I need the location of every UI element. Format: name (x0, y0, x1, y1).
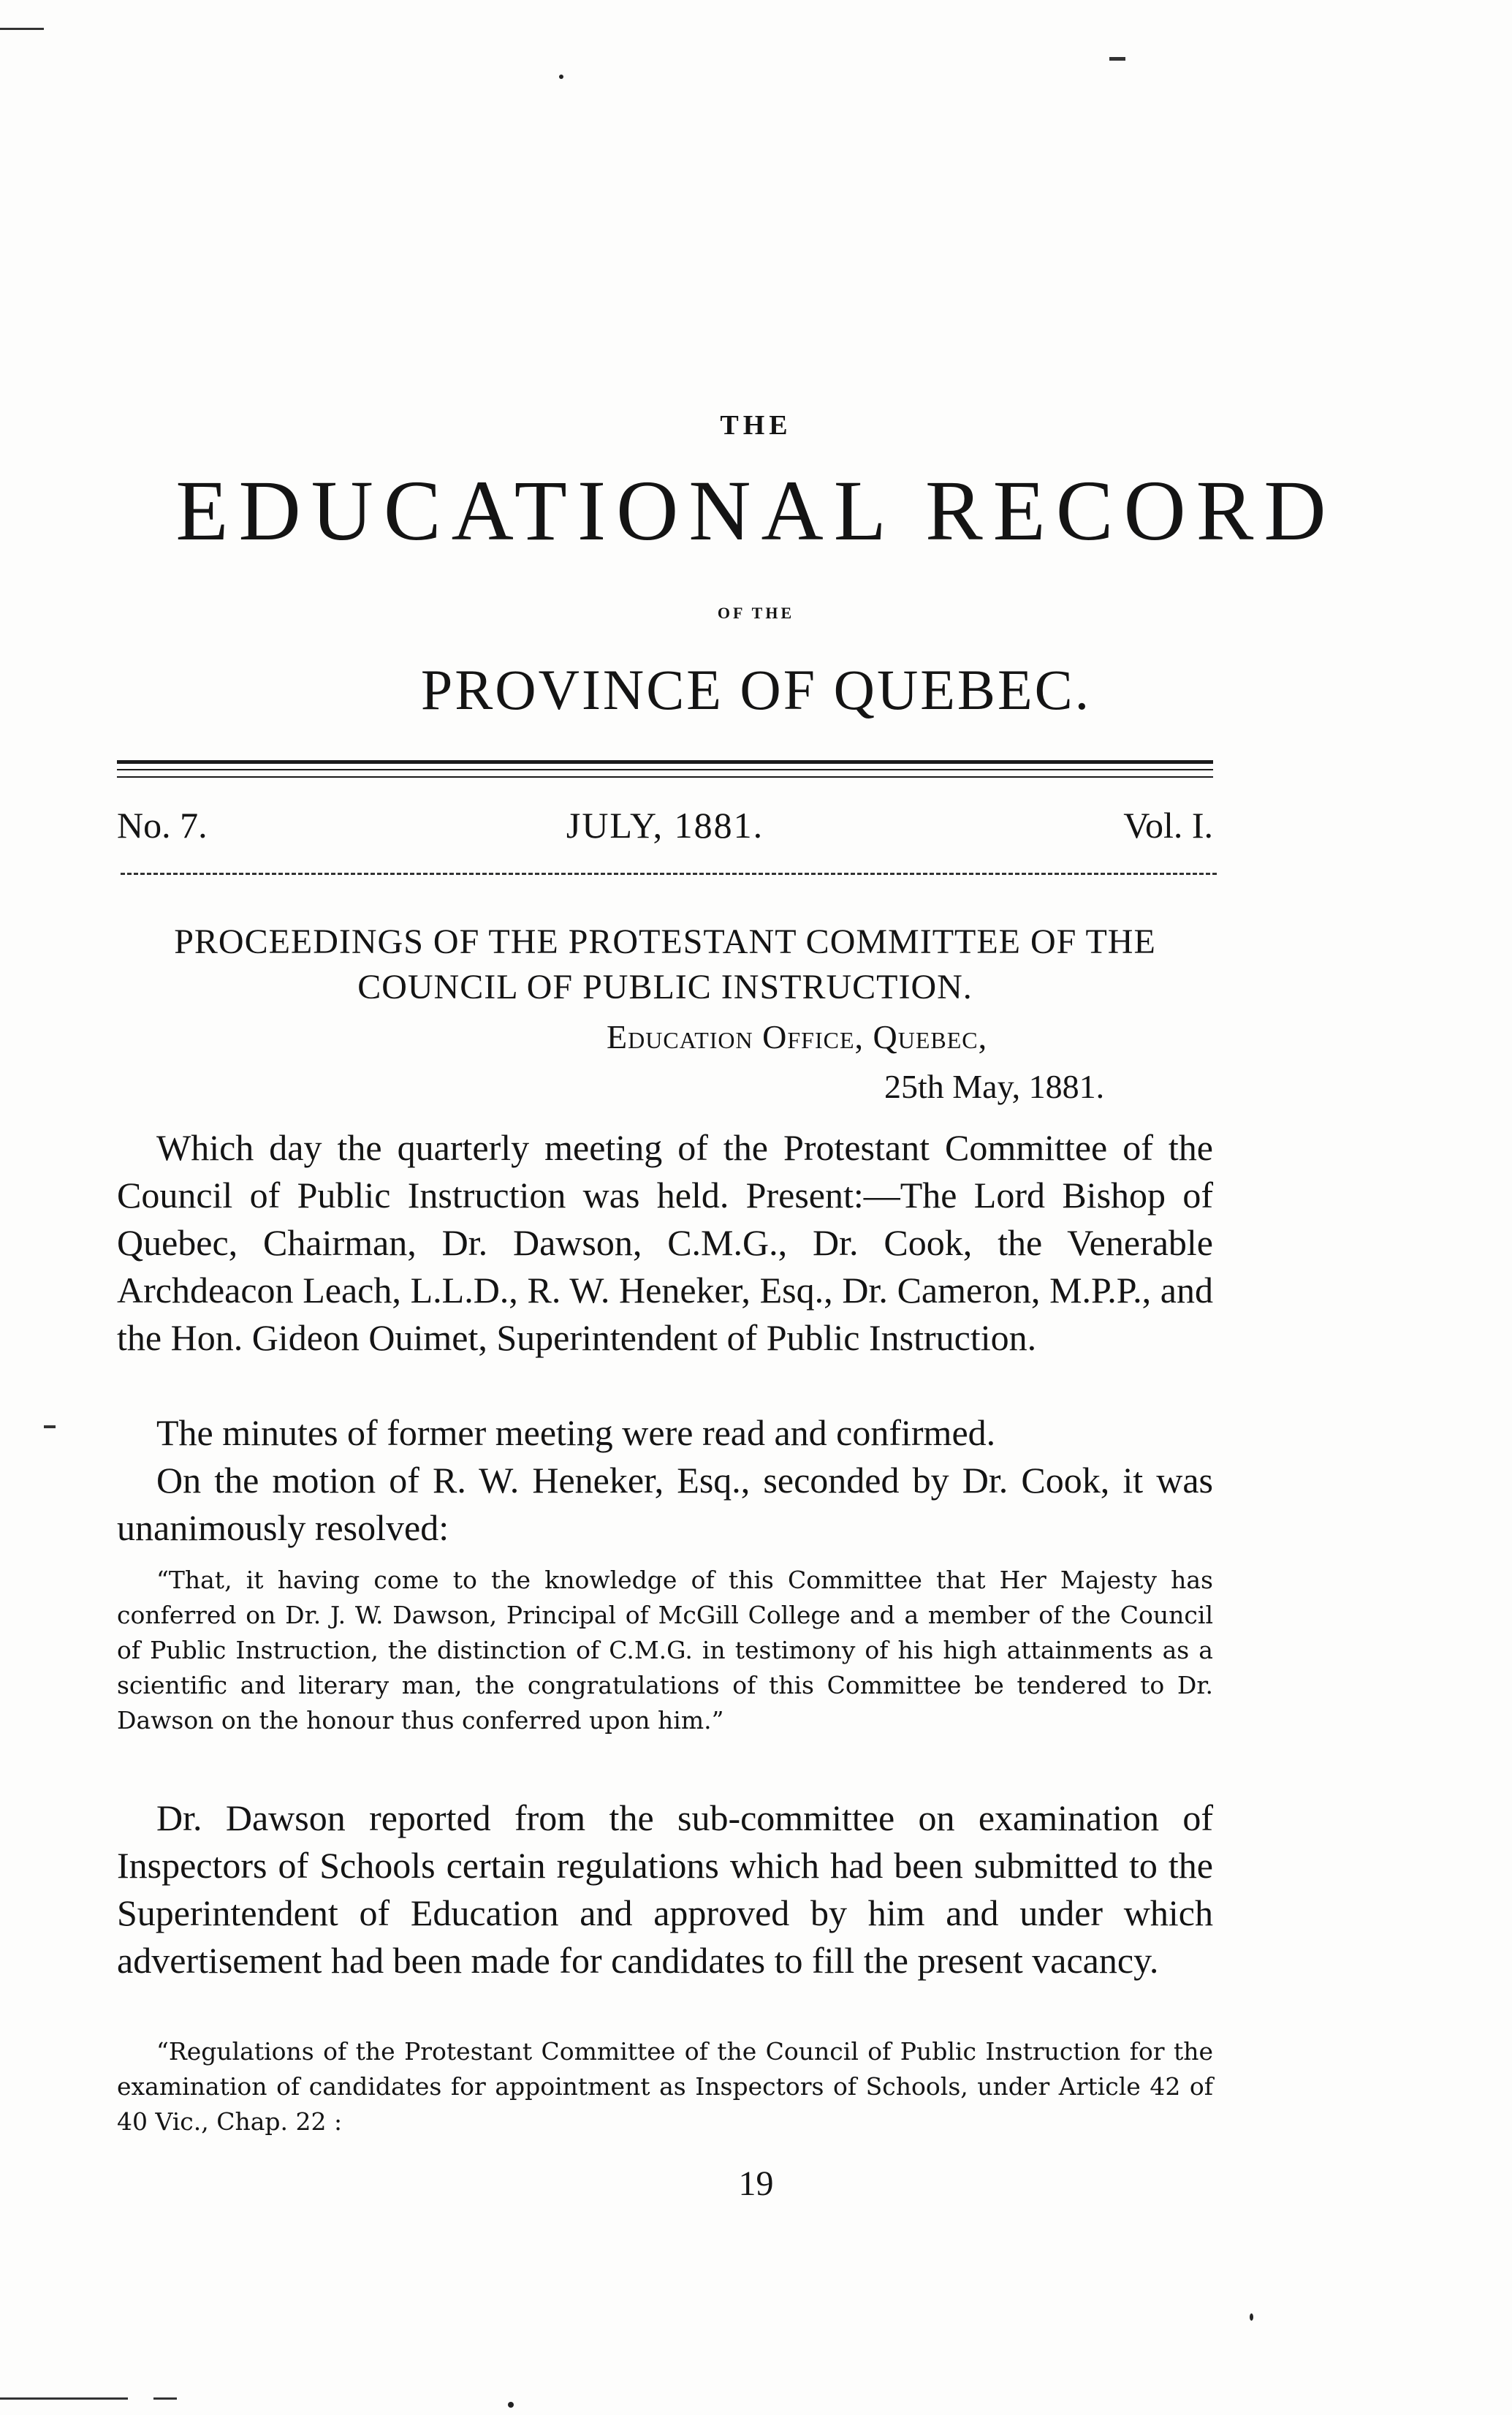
margin-mark (0, 2397, 128, 2400)
issue-line (117, 804, 1213, 848)
masthead-rule (117, 760, 1213, 764)
paragraph-minutes: The minutes of former meeting were read and confirmed. (156, 1412, 996, 1453)
journal-title: EDUCATIONAL RECORD (175, 463, 1337, 558)
paragraph-report: Dr. Dawson reported from the sub-committee on examination of Inspectors of Schools certain regulations which had been submitted to the Superintendent of Education and approved by him and under which advertisement had been made for candidates to fill the present vacancy. (117, 1797, 1213, 1981)
page-number: 19 (738, 2164, 774, 2203)
margin-mark (0, 28, 44, 30)
masthead-rule (117, 776, 1213, 778)
scan-speck (1109, 57, 1125, 61)
paragraph-attendance: Which day the quarterly meeting of the Protestant Committee of the Council of Public Instruction was held. Present:—The Lord Bishop of Quebec, Chairman, Dr. Dawson, C.M.G., Dr. Cook, the Venerable Archdeacon Leach, L.L.D., R. W. Heneker, Esq., Dr. Cameron, M.P.P., and the Hon. Gideon Ouimet, Superintendent of Public Instruction. (117, 1127, 1213, 1358)
margin-mark (44, 1425, 56, 1428)
paragraph-motion: On the motion of R. W. Heneker, Esq., seconded by Dr. Cook, it was unanimously resolved: (117, 1460, 1213, 1548)
masthead-the: THE (720, 410, 792, 441)
dateline-date: 25th May, 1881. (884, 1068, 1105, 1105)
issue-rule (121, 873, 1217, 875)
masthead-rule (117, 769, 1213, 770)
issue-volume: Vol. I. (1123, 805, 1213, 846)
regulations-quote: “Regulations of the Protestant Committee of the Council of Public Instruction for the examination of candidates for appointment as Inspectors of Schools, under Article 42 of 40 Vic., Chap. 22 : (117, 2037, 1213, 2136)
dateline-place: Education Office, Quebec, (607, 1018, 988, 1055)
scan-speck (559, 75, 563, 79)
scan-speck (1250, 2313, 1253, 2321)
margin-mark (153, 2397, 177, 2400)
issue-date: JULY, 1881. (566, 805, 764, 846)
masthead-of-the: OF THE (717, 604, 795, 622)
scan-speck (508, 2402, 514, 2408)
journal-subtitle: PROVINCE OF QUEBEC. (420, 658, 1092, 721)
resolution-quote: “That, it having come to the knowledge of this Committee that Her Majesty has conferred on Dr. J. W. Dawson, Principal of McGill College and a member of the Council of Public Instruction, the distinction of C.M.G. in testimony of his high attainments as a scientific and literary man, the congratulations of this Committee be tendered to Dr. Dawson on the honour thus conferred upon him.” (117, 1566, 1213, 1735)
issue-number: No. 7. (117, 805, 208, 846)
article-heading: PROCEEDINGS OF THE PROTESTANT COMMITTEE OF THE COUNCIL OF PUBLIC INSTRUCTION. (174, 922, 1156, 1006)
